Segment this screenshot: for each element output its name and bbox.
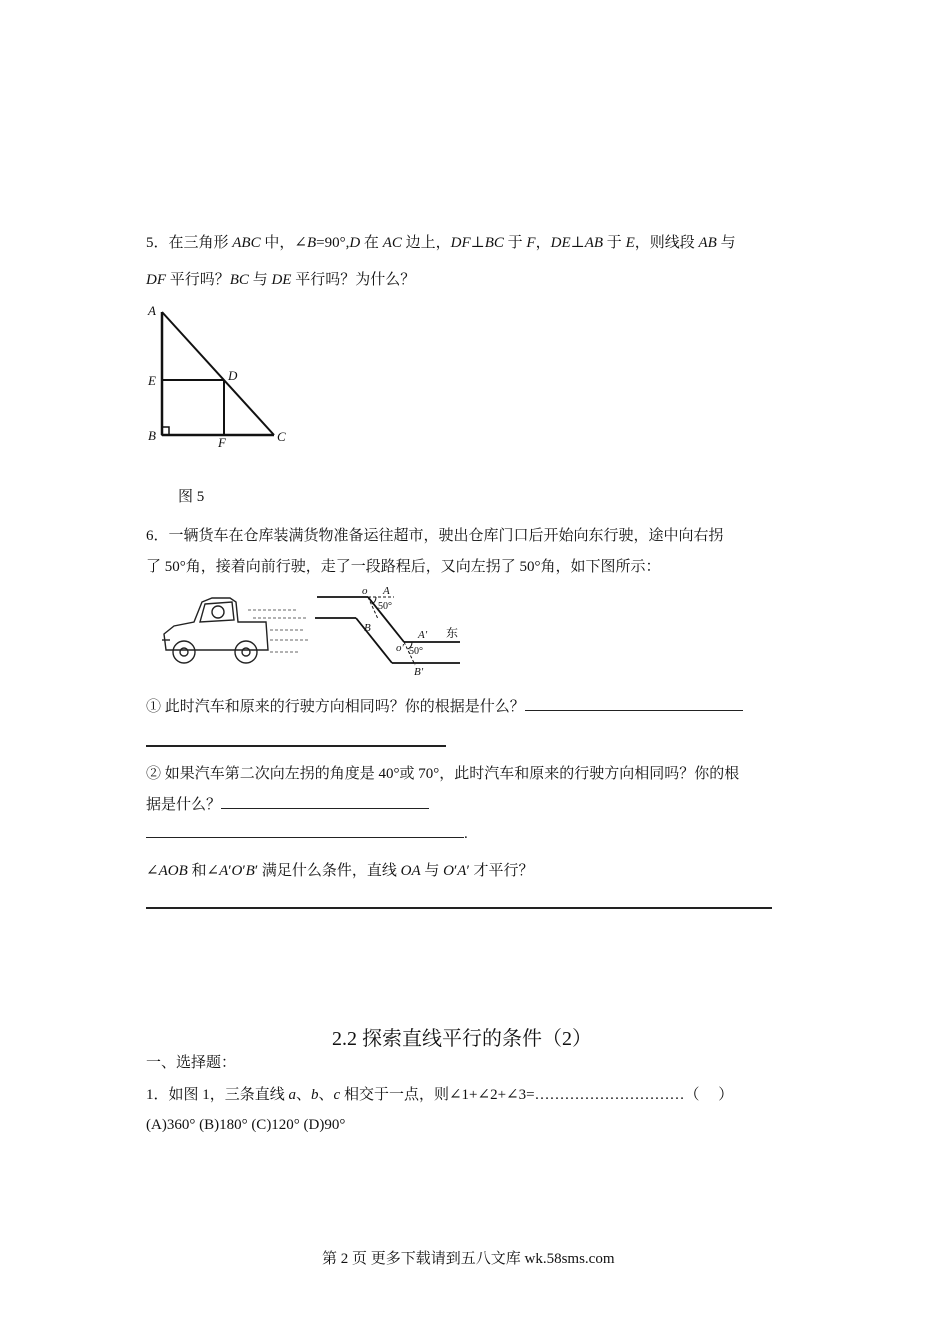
answer-blank[interactable] xyxy=(221,807,429,809)
label-angle-50-first: 50° xyxy=(378,601,392,612)
label-b: B xyxy=(148,428,156,443)
side-ac xyxy=(162,312,274,435)
label-b-prime: B′ xyxy=(414,666,424,677)
q5-line1: 5．在三角形 ABC 中，∠B=90°,D 在 AC 边上，DF⊥BC 于 F，DE⊥AB 于 E，则线段 AB 与 xyxy=(146,235,736,251)
label-angle-50-second: 50° xyxy=(409,646,423,657)
q6-line2: 了 50°角，接着向前行驶，走了一段路程后，又向左拐了 50°角，如下图所示： xyxy=(146,559,661,575)
truck-rear-hub xyxy=(242,648,250,656)
question-1: 1．如图 1，三条直线 a、b、c 相交于一点，则∠1+∠2+∠3=…………………………（ ） xyxy=(146,1087,734,1103)
label-e: E xyxy=(148,373,156,388)
q6-sub2-line2: 据是什么？ xyxy=(146,793,429,814)
truck-driver xyxy=(212,606,224,618)
truck-front-wheel xyxy=(173,641,195,663)
section-heading: 一、选择题： xyxy=(146,1055,237,1071)
page-footer: 第 2 页 更多下载请到五八文库 wk.58sms.com xyxy=(322,1251,615,1267)
label-a-road: A xyxy=(383,585,390,597)
figure5-caption: 图 5 xyxy=(178,489,205,505)
truck-rear-wheel xyxy=(235,641,257,663)
label-o: o xyxy=(362,585,368,597)
triangle-figure xyxy=(140,298,300,453)
answer-line[interactable] xyxy=(146,836,464,838)
label-f: F xyxy=(218,435,226,450)
label-c: C xyxy=(277,429,286,444)
answer-line[interactable] xyxy=(146,745,446,747)
label-a: A xyxy=(148,303,156,318)
q6-sub2-line1: ② 如果汽车第二次向左拐的角度是 40°或 70°，此时汽车和原来的行驶方向相同吗？你的根 xyxy=(146,766,740,782)
truck-front-hub xyxy=(180,648,188,656)
label-o-prime: o′ xyxy=(396,642,404,654)
section-title: 2.2 探索直线平行的条件（2） xyxy=(332,1028,592,1050)
q6-sub3: ∠AOB 和∠A′O′B′ 满足什么条件，直线 OA 与 O′A′ 才平行？ xyxy=(146,863,534,879)
label-a-prime: A′ xyxy=(418,629,428,641)
answer-blank[interactable] xyxy=(525,709,743,711)
q6-line1: 6．一辆货车在仓库装满货物准备运往超市，驶出仓库门口后开始向东行驶，途中向右拐 xyxy=(146,528,724,544)
label-d: D xyxy=(228,368,238,383)
truck-window xyxy=(200,602,234,622)
q5-line2: DF 平行吗？BC 与 DE 平行吗？为什么？ xyxy=(146,272,416,288)
truck-illustration xyxy=(158,590,313,670)
label-east: 东 xyxy=(446,626,459,640)
road-slant-left xyxy=(356,618,392,663)
label-b-road: B xyxy=(364,622,371,634)
q6-sub1: ① 此时汽车和原来的行驶方向相同吗？你的根据是什么？ xyxy=(146,695,743,716)
question-1-options: (A)360° (B)180° (C)120° (D)90° xyxy=(146,1117,346,1133)
road-diagram xyxy=(312,585,472,677)
q6-sub2-end: . xyxy=(146,826,468,843)
answer-line[interactable] xyxy=(146,907,772,909)
